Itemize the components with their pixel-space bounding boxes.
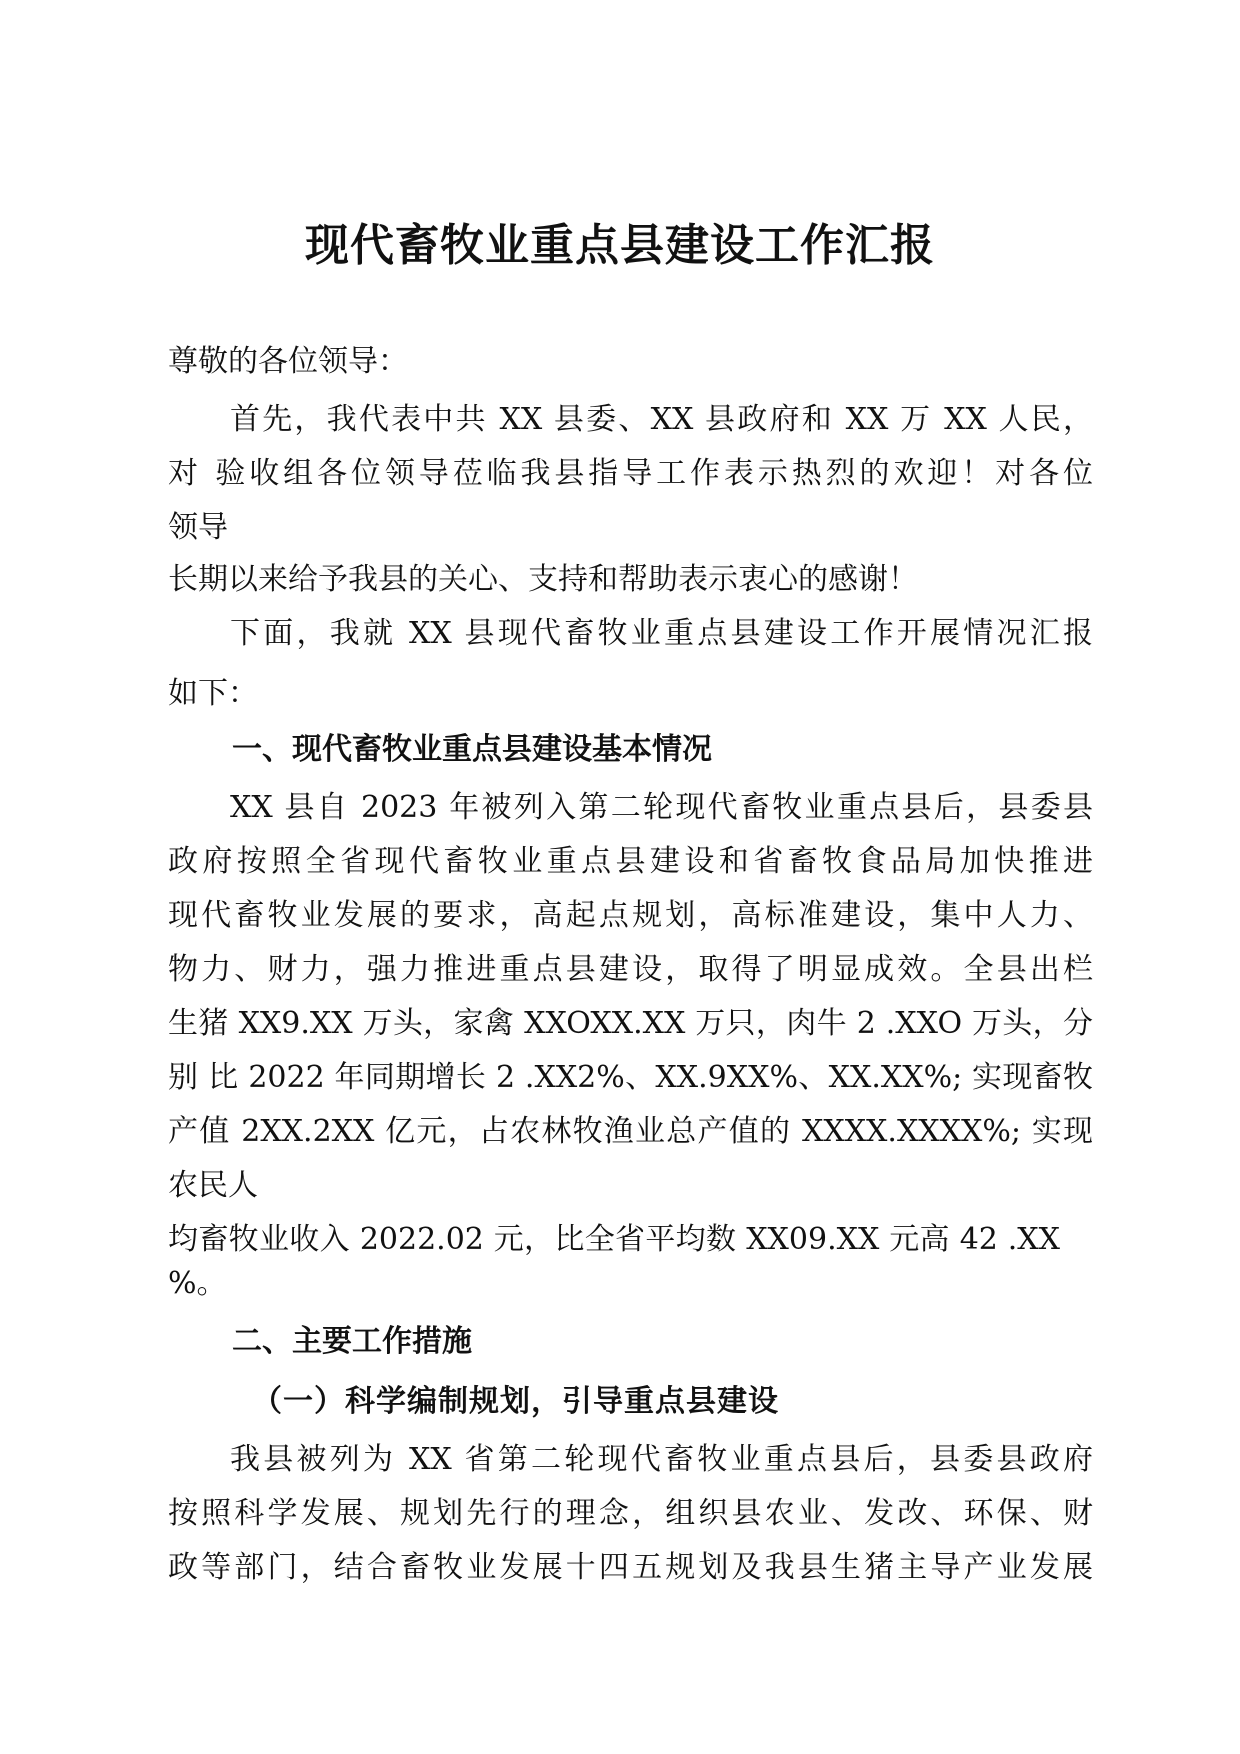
section1-line-4: 物力、财力，强力推进重点县建设，取得了明显成效。全县出栏 xyxy=(168,952,1093,987)
section-heading-1: 一、现代畜牧业重点县建设基本情况 xyxy=(232,732,712,767)
intro-line-3: 领导 xyxy=(168,510,228,545)
section1-line-3: 现代畜牧业发展的要求，高起点规划，高标准建设，集中人力、 xyxy=(168,898,1093,933)
intro-line-4: 长期以来给予我县的关心、支持和帮助表示衷心的感谢！ xyxy=(168,562,918,597)
section1-line-1: XX 县自 2023 年被列入第二轮现代畜牧业重点县后，县委县 xyxy=(230,790,1093,825)
section1-line-9: 均畜牧业收入 2022.02 元，比全省平均数 XX09.XX 元高 42 .XX xyxy=(168,1222,1060,1257)
subsection1-line-2: 按照科学发展、规划先行的理念，组织县农业、发改、环保、财 xyxy=(168,1496,1093,1531)
subsection1-line-1: 我县被列为 XX 省第二轮现代畜牧业重点县后，县委县政府 xyxy=(230,1442,1093,1477)
intro-line-1: 首先，我代表中共 XX 县委、XX 县政府和 XX 万 XX 人民， xyxy=(230,402,1093,437)
document-title: 现代畜牧业重点县建设工作汇报 xyxy=(305,220,935,271)
section1-line-2: 政府按照全省现代畜牧业重点县建设和省畜牧食品局加快推进 xyxy=(168,844,1093,879)
section1-line-7: 产值 2XX.2XX 亿元，占农林牧渔业总产值的 XXXX.XXXX%; 实现 xyxy=(168,1114,1093,1149)
section-heading-2: 二、主要工作措施 xyxy=(232,1324,472,1359)
transition-line-1: 下面，我就 XX 县现代畜牧业重点县建设工作开展情况汇报 xyxy=(230,616,1093,651)
section1-line-6: 别 比 2022 年同期增长 2 .XX2%、XX.9XX%、XX.XX%; 实现畜牧 xyxy=(168,1060,1093,1095)
section1-line-8: 农民人 xyxy=(168,1168,258,1203)
subsection-heading-1: （一）科学编制规划，引导重点县建设 xyxy=(252,1384,779,1419)
transition-line-2: 如下： xyxy=(168,676,258,711)
salutation: 尊敬的各位领导： xyxy=(168,344,408,379)
intro-line-2: 对 验收组各位领导莅临我县指导工作表示热烈的欢迎！对各位 xyxy=(168,456,1093,491)
section1-line-5: 生猪 XX9.XX 万头，家禽 XXOXX.XX 万只，肉牛 2 .XXO 万头，分 xyxy=(168,1006,1093,1041)
section1-line-10: %。 xyxy=(168,1266,227,1301)
subsection1-line-3: 政等部门，结合畜牧业发展十四五规划及我县生猪主导产业发展 xyxy=(168,1550,1093,1585)
